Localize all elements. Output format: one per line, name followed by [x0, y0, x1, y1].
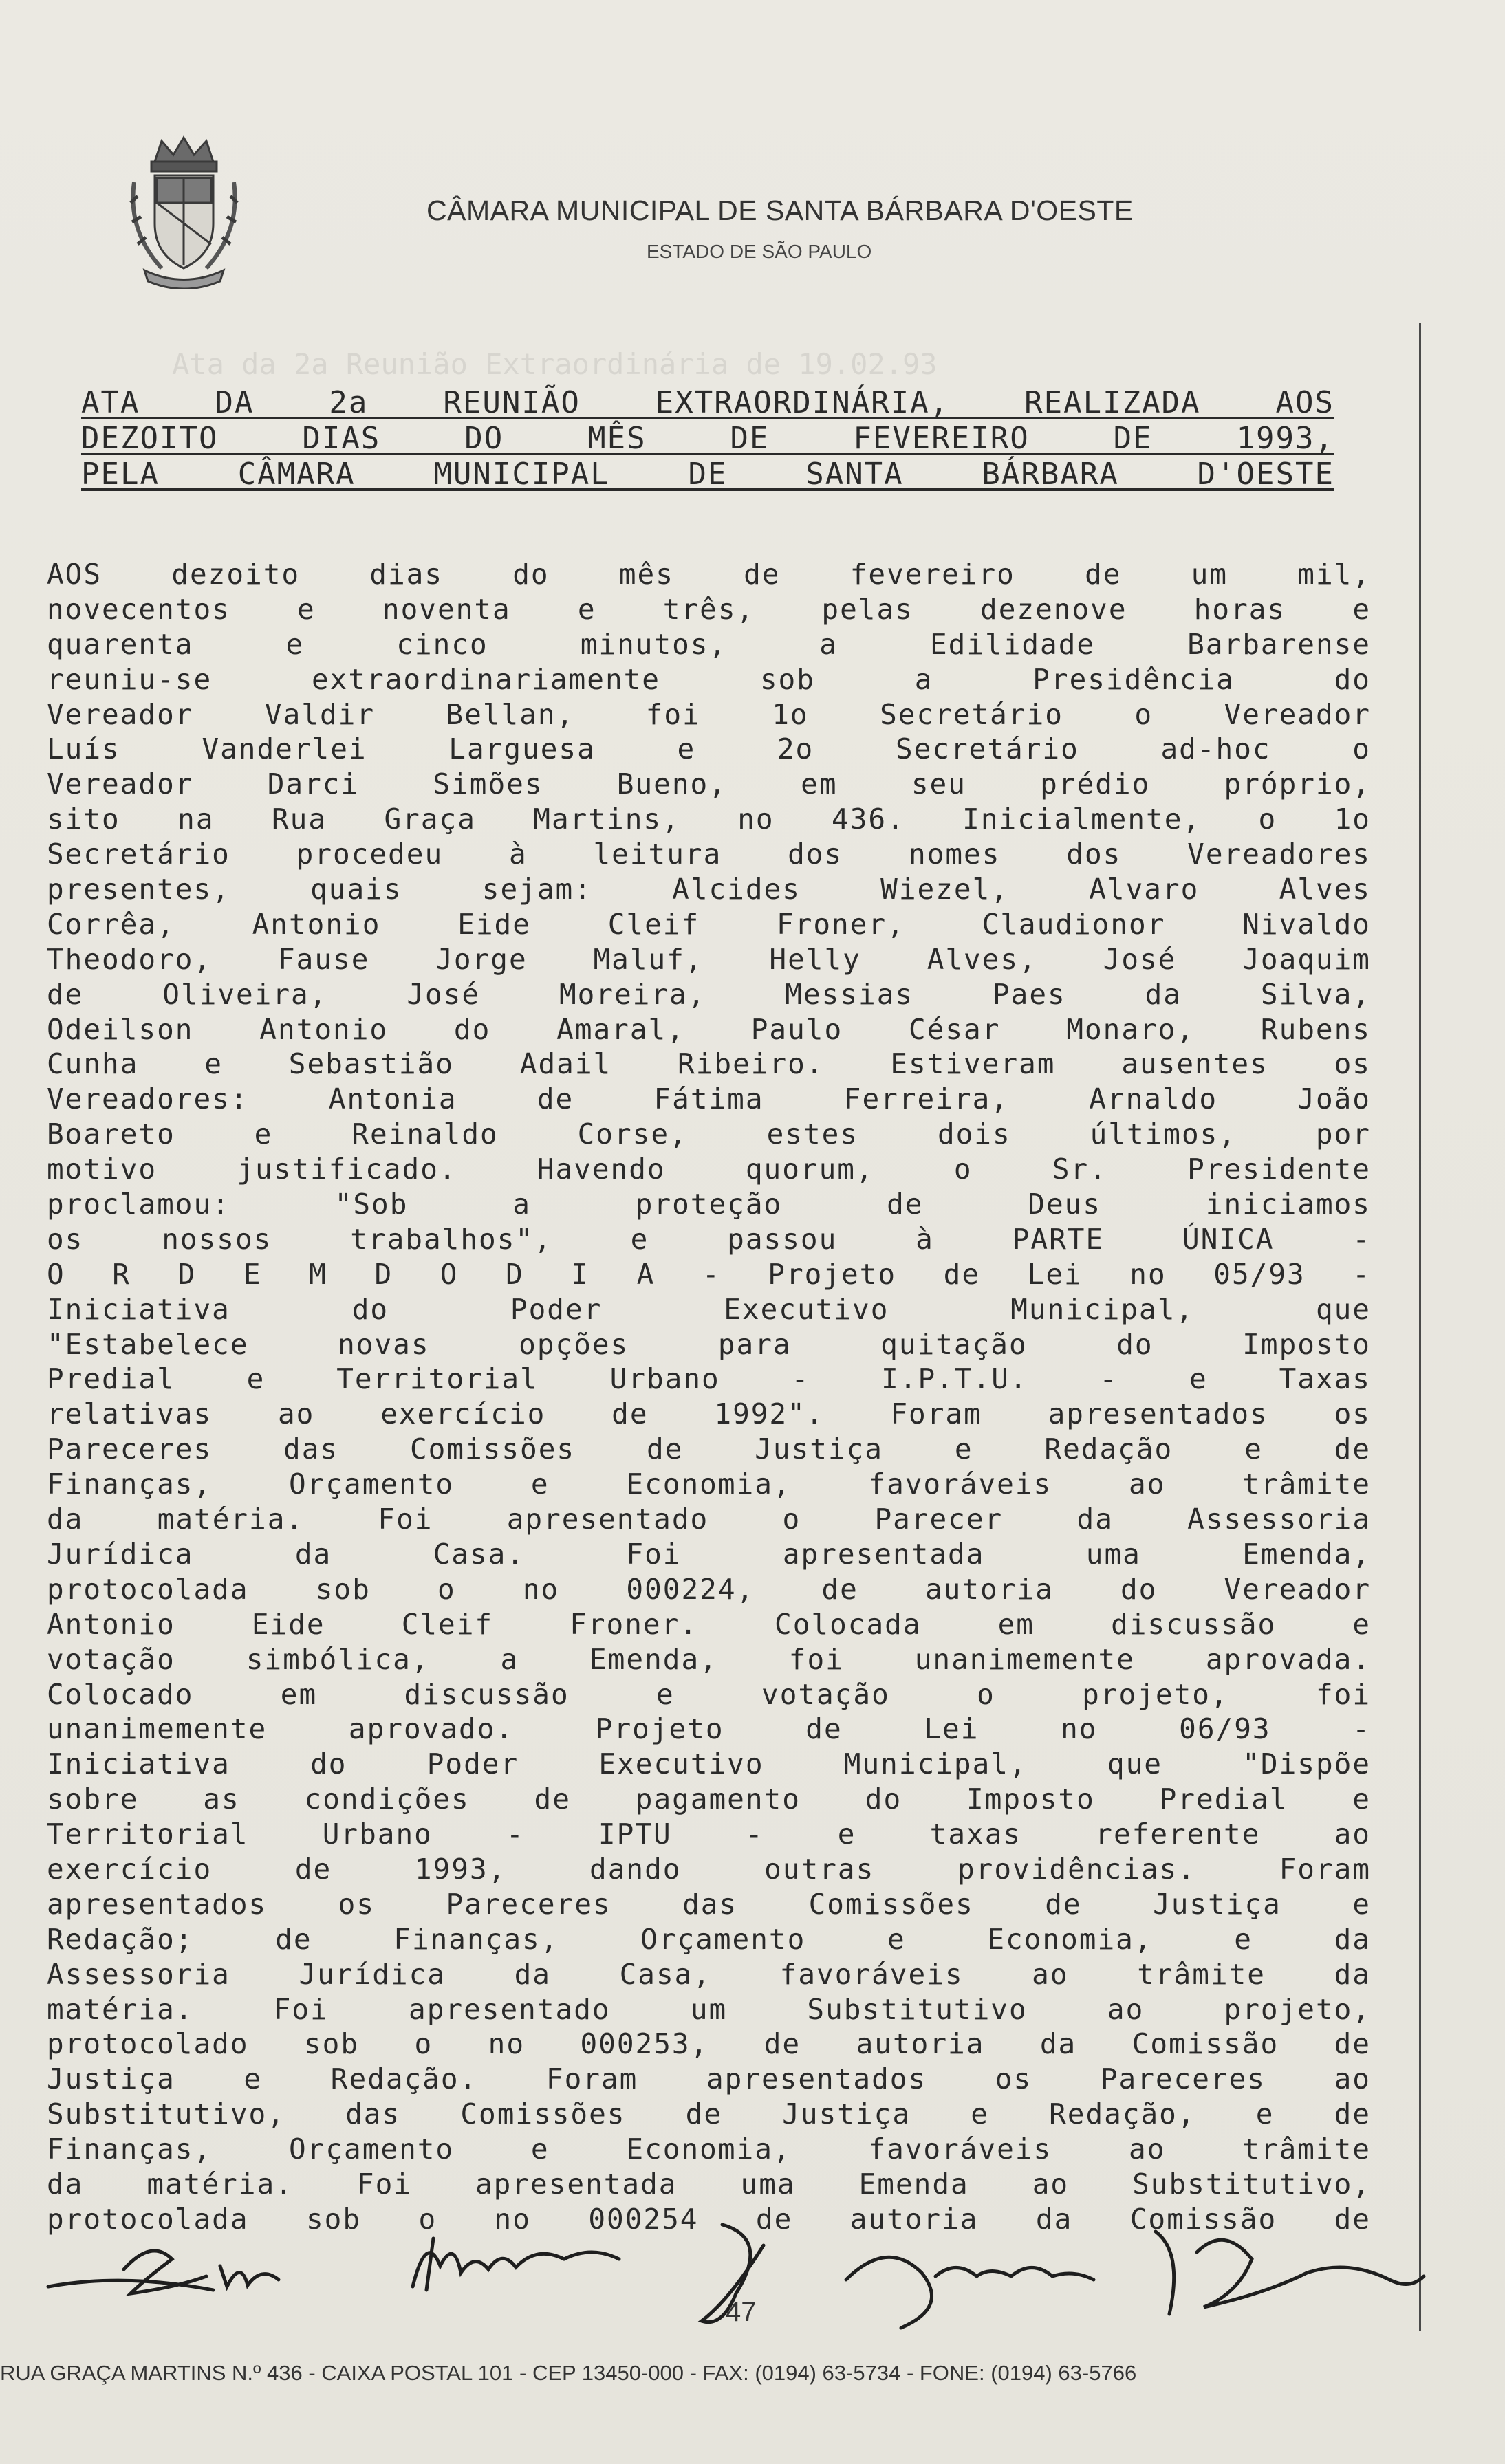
body-line: protocolada sob o no 000224, de autoria do Vereador — [47, 1572, 1371, 1606]
body-line: Iniciativa do Poder Executivo Municipal, que "Dispõe — [47, 1747, 1371, 1781]
body-line: Justiça e Redação. Foram apresentados os Pareceres ao — [47, 2062, 1371, 2096]
body-line: sobre as condições de pagamento do Imposto Predial e — [47, 1782, 1371, 1816]
letterhead-footer: RUA GRAÇA MARTINS N.º 436 - CAIXA POSTAL 101 - CEP 13450-000 - FAX: (0194) 63-5734 - FONE: (0194) 63-5766 — [0, 2361, 1137, 2385]
body-line: sito na Rua Graça Martins, no 436. Inicialmente, o 1o — [47, 803, 1371, 836]
body-line: Boareto e Reinaldo Corse, estes dois últimos, por — [47, 1117, 1371, 1151]
body-line: "Estabelece novas opções para quitação do Imposto — [47, 1327, 1371, 1361]
body-line: Finanças, Orçamento e Economia, favoráveis ao trâmite — [47, 1468, 1371, 1501]
body-line: Vereador Darci Simões Bueno, em seu prédio próprio, — [47, 767, 1371, 801]
body-line: Finanças, Orçamento e Economia, favoráveis ao trâmite — [47, 2133, 1371, 2166]
minutes-body — [47, 557, 1371, 2237]
body-line: da matéria. Foi apresentado o Parecer da Assessoria — [47, 1503, 1371, 1536]
title-line: ATA DA 2a REUNIÃO EXTRAORDINÁRIA, REALIZADA AOS — [81, 385, 1334, 420]
body-line: Cunha e Sebastião Adail Ribeiro. Estiveram ausentes os — [47, 1047, 1371, 1081]
body-line: protocolada sob o no 000254 de autoria da Comissão de — [47, 2202, 1371, 2236]
show-through-text: Ata da 2a Reunião Extraordinária de 19.02.93 — [172, 347, 938, 381]
body-line: apresentados os Pareceres das Comissões de Justiça e — [47, 1887, 1371, 1921]
body-line: novecentos e noventa e três, pelas dezenove horas e — [47, 592, 1371, 626]
signature-4 — [846, 2257, 1094, 2328]
body-line: quarenta e cinco minutos, a Edilidade Barbarense — [47, 627, 1371, 661]
body-line: Luís Vanderlei Larguesa e 2o Secretário ad-hoc o — [47, 732, 1371, 766]
body-line: Pareceres das Comissões de Justiça e Redação e de — [47, 1432, 1371, 1466]
body-line: Territorial Urbano - IPTU - e taxas referente ao — [47, 1818, 1371, 1851]
title-line: DEZOITO DIAS DO MÊS DE FEVEREIRO DE 1993, — [81, 421, 1334, 456]
body-line: presentes, quais sejam: Alcides Wiezel, Alvaro Alves — [47, 873, 1371, 906]
body-line: Redação; de Finanças, Orçamento e Economia, e da — [47, 1922, 1371, 1956]
body-line: de Oliveira, José Moreira, Messias Paes da Silva, — [47, 977, 1371, 1011]
body-line: Theodoro, Fause Jorge Maluf, Helly Alves, José Joaquim — [47, 942, 1371, 976]
signature-2 — [413, 2238, 619, 2290]
margin-rule — [1419, 323, 1421, 2331]
body-line: motivo justificado. Havendo quorum, o Sr. Presidente — [47, 1153, 1371, 1186]
body-line: votação simbólica, a Emenda, foi unanimemente aprovada. — [47, 1642, 1371, 1676]
institution-name: CÂMARA MUNICIPAL DE SANTA BÁRBARA D'OESTE — [426, 195, 1134, 226]
body-line: O R D E M D O D I A - Projeto de Lei no 05/93 - — [47, 1257, 1371, 1291]
body-line: unanimemente aprovado. Projeto de Lei no 06/93 - — [47, 1712, 1371, 1746]
body-line: Odeilson Antonio do Amaral, Paulo César Monaro, Rubens — [47, 1012, 1371, 1046]
body-line: protocolado sob o no 000253, de autoria da Comissão de — [47, 2027, 1371, 2061]
body-line: matéria. Foi apresentado um Substitutivo ao projeto, — [47, 1992, 1371, 2026]
body-line: Vereador Valdir Bellan, foi 1o Secretário o Vereador — [47, 697, 1371, 731]
body-line: da matéria. Foi apresentada uma Emenda ao Substitutivo, — [47, 2167, 1371, 2201]
body-line: Vereadores: Antonia de Fátima Ferreira, Arnaldo João — [47, 1082, 1371, 1116]
body-line: Substitutivo, das Comissões de Justiça e Redação, e de — [47, 2097, 1371, 2131]
body-line: Secretário procedeu à leitura dos nomes dos Vereadores — [47, 838, 1371, 871]
body-line: Colocado em discussão e votação o projeto, foi — [47, 1677, 1371, 1711]
body-line: Corrêa, Antonio Eide Cleif Froner, Claudionor Nivaldo — [47, 907, 1371, 941]
body-line: exercício de 1993, dando outras providências. Foram — [47, 1852, 1371, 1886]
state-name: ESTADO DE SÃO PAULO — [647, 241, 872, 262]
body-line: proclamou: "Sob a proteção de Deus iniciamos — [47, 1188, 1371, 1221]
body-line: Predial e Territorial Urbano - I.P.T.U. - e Taxas — [47, 1362, 1371, 1396]
signature-1 — [48, 2251, 279, 2293]
body-line: Assessoria Jurídica da Casa, favoráveis ao trâmite da — [47, 1957, 1371, 1991]
body-line: Jurídica da Casa. Foi apresentada uma Emenda, — [47, 1537, 1371, 1571]
page-number: 47 — [726, 2297, 757, 2327]
body-line: AOS dezoito dias do mês de fevereiro de um mil, — [47, 558, 1371, 591]
body-line: Antonio Eide Cleif Froner. Colocada em discussão e — [47, 1607, 1371, 1641]
body-line: relativas ao exercício de 1992". Foram apresentados os — [47, 1397, 1371, 1431]
body-line: reuniu-se extraordinariamente sob a Presidência do — [47, 662, 1371, 696]
minutes-title — [81, 385, 1334, 492]
signature-5 — [1156, 2232, 1424, 2314]
body-line: os nossos trabalhos", e passou à PARTE ÚNICA - — [47, 1222, 1371, 1256]
title-line: PELA CÂMARA MUNICIPAL DE SANTA BÁRBARA D'OESTE — [81, 457, 1334, 492]
body-line: Iniciativa do Poder Executivo Municipal, que — [47, 1292, 1371, 1326]
municipal-coat-of-arms-icon — [124, 134, 244, 289]
